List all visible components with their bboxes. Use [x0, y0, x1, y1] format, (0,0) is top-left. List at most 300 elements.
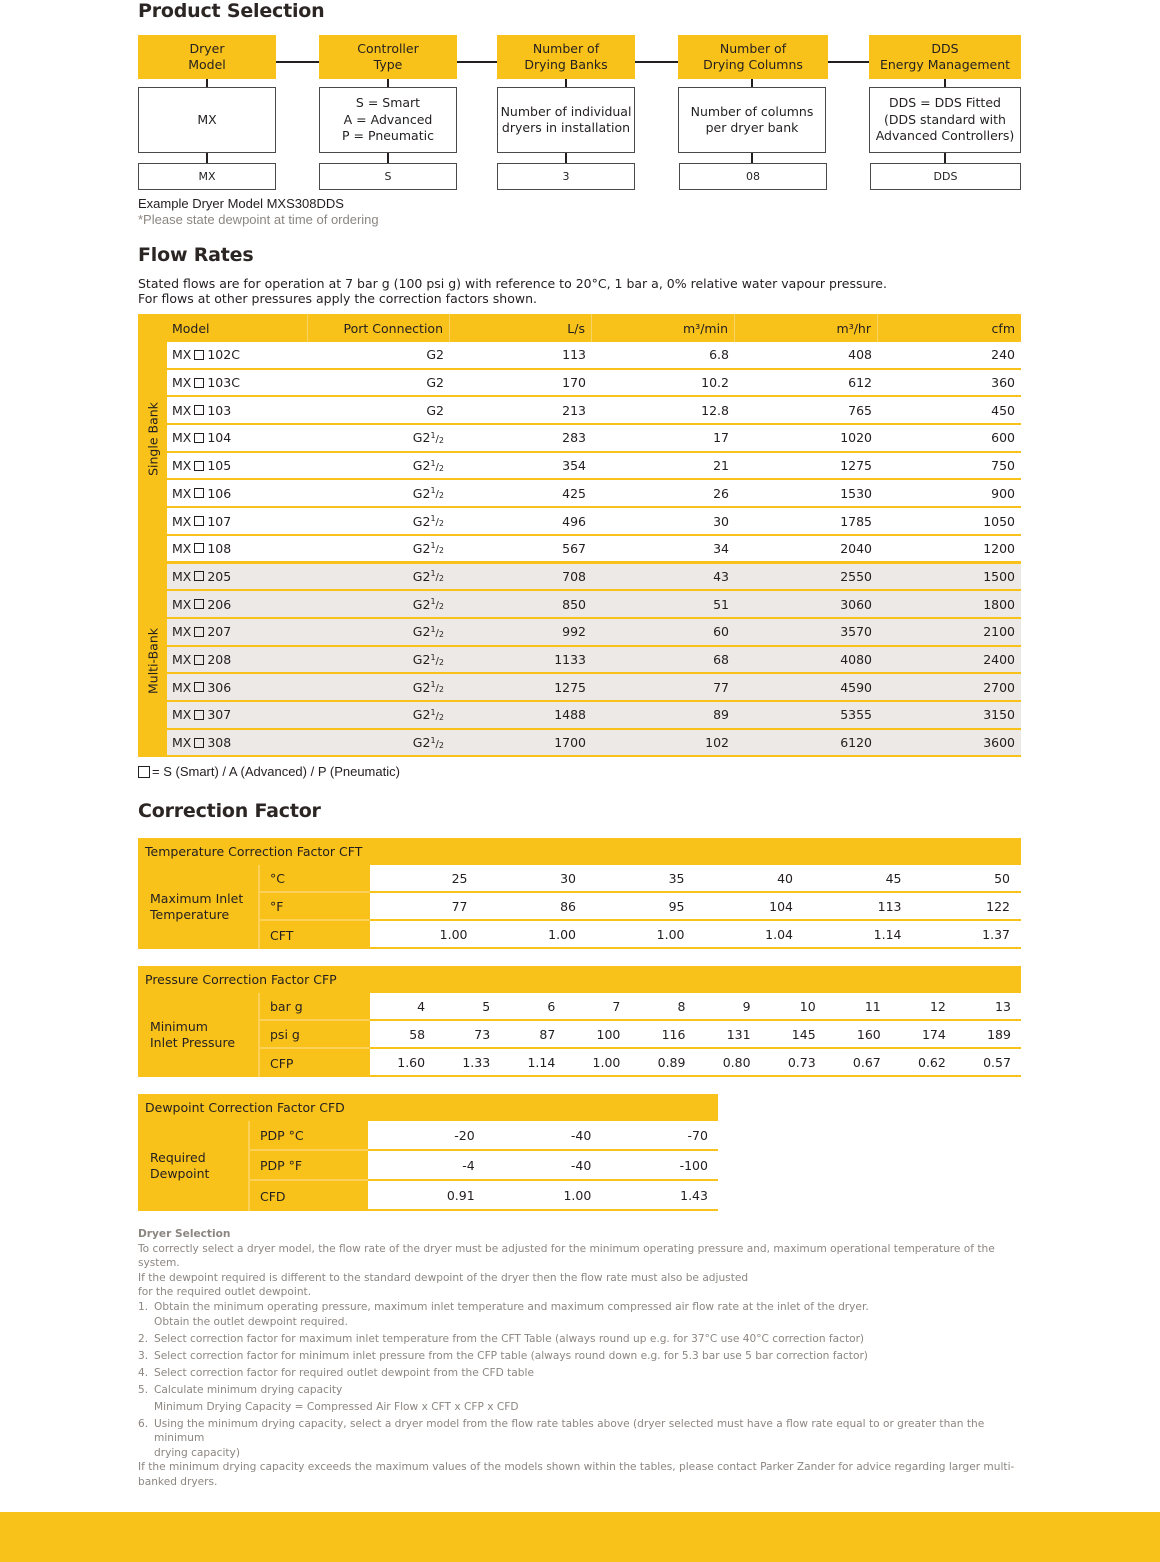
- model-cell: [167, 647, 308, 673]
- intro-line: If the dewpoint required is different to the standard dewpoint of the dryer then the flow rate must also be adjusted: [138, 1271, 749, 1284]
- model-number: 102C: [207, 347, 240, 363]
- ls-cell: 354: [562, 458, 586, 474]
- port-fraction: [430, 597, 444, 611]
- label-line: Required: [150, 1150, 206, 1165]
- value-cell: 87: [539, 1026, 556, 1042]
- step-number: 5.: [138, 1383, 149, 1396]
- connector-line: [387, 153, 389, 163]
- port-base: G2: [412, 568, 431, 584]
- value-cell: 11: [864, 998, 881, 1014]
- model-prefix: MX: [172, 485, 192, 501]
- value-cell: 160: [856, 1026, 881, 1042]
- port-fraction: [430, 459, 444, 473]
- model-number: 307: [207, 707, 232, 723]
- fraction-numerator: 1: [430, 458, 436, 468]
- value-cell: 25: [451, 870, 468, 886]
- connector-line: [635, 61, 678, 63]
- value-cell: 45: [885, 870, 902, 886]
- ls-cell: 1133: [554, 652, 586, 668]
- cfm-cell: 2100: [983, 624, 1015, 640]
- controller-placeholder-icon: [194, 461, 204, 471]
- fraction-slash: /: [435, 738, 439, 750]
- m3hr-cell: 5355: [840, 707, 872, 723]
- fraction-slash: /: [435, 683, 439, 695]
- model-cell: [167, 674, 308, 700]
- cfm-cell: 1200: [983, 540, 1015, 556]
- flow-rates-intro-line2: For flows at other pressures apply the correction factors shown.: [138, 291, 537, 306]
- value-cell: 10: [799, 998, 816, 1014]
- description-line: dryers in installation: [501, 120, 631, 135]
- cfm-cell: 2400: [983, 652, 1015, 668]
- fraction-denominator: 2: [438, 491, 444, 501]
- port-cell: [308, 730, 450, 756]
- port-fraction: [430, 514, 444, 528]
- fraction-numerator: 1: [430, 707, 436, 717]
- cfm-cell: 3150: [983, 707, 1015, 723]
- group-label-text: Single Bank: [145, 401, 160, 476]
- row-unit-label: CFD: [250, 1181, 368, 1211]
- selection-header-5: [869, 35, 1021, 79]
- value-cell: 6: [547, 998, 556, 1014]
- description-line: MX: [197, 111, 217, 127]
- controller-placeholder-icon: [194, 516, 204, 526]
- selection-description-3: [497, 87, 635, 153]
- port-fraction: [430, 680, 444, 694]
- value-cell: 1.14: [527, 1054, 556, 1070]
- header-line: Drying Banks: [524, 57, 608, 72]
- description-line: S = Smart: [355, 95, 421, 111]
- cfm-cell: 240: [991, 347, 1015, 363]
- step-line: Using the minimum drying capacity, select a dryer model from the flow rate tables above (dryer selected must have a flow rate equal to or greater than the minimum: [154, 1417, 985, 1445]
- controller-placeholder-icon: [194, 405, 204, 415]
- port-fraction: [430, 431, 444, 445]
- step-line: Select correction factor for required outlet dewpoint from the CFD table: [154, 1366, 534, 1379]
- m3min-cell: 17: [713, 430, 729, 446]
- fraction-slash: /: [435, 544, 439, 556]
- connector-line: [387, 79, 389, 87]
- value-cell: 1.00: [592, 1054, 621, 1070]
- step-line: Minimum Drying Capacity = Compressed Air Flow x CFT x CFP x CFD: [154, 1400, 519, 1413]
- m3hr-cell: 612: [848, 375, 872, 391]
- port-cell: [308, 508, 450, 534]
- value-cell: 1.00: [548, 926, 576, 942]
- value-cell: 1.00: [563, 1187, 592, 1203]
- fraction-denominator: 2: [438, 657, 444, 667]
- model-cell: [167, 619, 308, 645]
- step-item: [138, 1383, 1028, 1414]
- m3min-cell: 43: [713, 568, 729, 584]
- model-prefix: MX: [172, 596, 192, 612]
- ls-cell: 213: [562, 402, 586, 418]
- example-model-text: Example Dryer Model MXS308DDS: [138, 196, 344, 211]
- header-line: Dryer: [189, 41, 225, 56]
- row-unit-label: °F: [260, 893, 370, 921]
- fraction-numerator: 1: [430, 624, 436, 634]
- cfp-row-group-label: [138, 993, 260, 1077]
- column-header: Model: [167, 314, 308, 342]
- value-cell: 145: [791, 1026, 816, 1042]
- controller-placeholder-icon: [194, 682, 204, 692]
- value-cell: 174: [921, 1026, 946, 1042]
- port-cell: [308, 425, 450, 451]
- fraction-numerator: 1: [430, 541, 436, 551]
- fraction-denominator: 2: [438, 629, 444, 639]
- controller-placeholder-icon: [194, 655, 204, 665]
- step-item: [138, 1366, 1028, 1381]
- value-cell: 1.43: [680, 1187, 708, 1203]
- port-fraction: [430, 736, 444, 750]
- m3min-cell: 102: [705, 735, 729, 751]
- value-cell: -100: [679, 1157, 708, 1173]
- description-line: Advanced Controllers): [875, 128, 1015, 144]
- value-cell: 77: [451, 898, 468, 914]
- port-cell: [308, 564, 450, 590]
- port-fraction: [430, 569, 444, 583]
- step-number: 4.: [138, 1366, 149, 1379]
- controller-placeholder-icon: [194, 738, 204, 748]
- label-line: Maximum Inlet: [150, 891, 244, 906]
- row-unit-label: bar g: [260, 993, 370, 1021]
- model-number: 306: [207, 679, 232, 695]
- column-header: m³/min: [592, 314, 735, 342]
- value-cell: 40: [777, 870, 793, 886]
- closing-line: If the minimum drying capacity exceeds the maximum values of the models shown within the tables, please contact Parker Zander for advice regarding larger multi-: [138, 1461, 1015, 1474]
- fraction-slash: /: [435, 572, 439, 584]
- selection-steps: [138, 1300, 1028, 1460]
- selection-description-5: [869, 87, 1021, 153]
- m3min-cell: 34: [713, 540, 729, 556]
- m3hr-cell: 2040: [840, 540, 872, 556]
- model-number: 208: [207, 652, 232, 668]
- port-base: G2: [426, 402, 444, 418]
- value-cell: 4: [417, 998, 426, 1014]
- cfp-title: Pressure Correction Factor CFP: [138, 966, 1021, 993]
- step-line: Obtain the outlet dewpoint required.: [154, 1315, 348, 1328]
- fraction-slash: /: [435, 433, 439, 445]
- model-cell: [167, 481, 308, 507]
- fraction-slash: /: [435, 461, 439, 473]
- value-cell: -40: [570, 1157, 592, 1173]
- step-line: drying capacity): [154, 1446, 240, 1459]
- m3min-cell: 21: [713, 458, 729, 474]
- connector-line: [565, 153, 567, 163]
- port-cell: [308, 647, 450, 673]
- port-base: G2: [412, 458, 431, 474]
- m3hr-cell: 765: [848, 402, 872, 418]
- selection-value-4: 08: [679, 163, 827, 190]
- connector-line: [206, 79, 208, 87]
- port-base: G2: [412, 707, 431, 723]
- cfd-title: Dewpoint Correction Factor CFD: [138, 1094, 718, 1121]
- step-item: [138, 1332, 1028, 1347]
- m3hr-cell: 1530: [840, 485, 872, 501]
- value-row: [370, 921, 1021, 949]
- model-number: 106: [207, 485, 232, 501]
- value-cell: 50: [994, 870, 1010, 886]
- value-cell: 1.00: [439, 926, 468, 942]
- fraction-slash: /: [435, 489, 439, 501]
- value-cell: 30: [560, 870, 576, 886]
- cfm-cell: 1500: [983, 568, 1015, 584]
- description-line: (DDS standard with: [884, 111, 1006, 127]
- controller-placeholder-icon: [194, 599, 204, 609]
- column-header: cfm: [991, 320, 1015, 336]
- table-header-row: [167, 314, 1021, 342]
- fraction-denominator: 2: [438, 574, 444, 584]
- table-row: [167, 647, 1021, 675]
- connector-line: [944, 153, 946, 163]
- fraction-numerator: 1: [430, 597, 436, 607]
- value-cell: 0.73: [787, 1054, 816, 1070]
- selection-value-3: 3: [497, 163, 635, 190]
- description-line: Number of individual: [500, 103, 632, 119]
- value-cell: 122: [986, 898, 1010, 914]
- selection-description-2: [319, 87, 457, 153]
- port-fraction: [430, 625, 444, 639]
- cfm-cell: 3600: [983, 735, 1015, 751]
- model-number: 206: [207, 596, 232, 612]
- controller-placeholder-icon: [194, 488, 204, 498]
- m3hr-cell: 408: [848, 347, 872, 363]
- value-cell: 86: [560, 898, 576, 914]
- label-line: Dewpoint: [150, 1166, 210, 1181]
- selection-value-5: DDS: [870, 163, 1021, 190]
- fraction-numerator: 1: [430, 430, 436, 440]
- dryer-selection-text: [138, 1227, 1028, 1490]
- model-prefix: MX: [172, 735, 192, 751]
- model-cell: [167, 397, 308, 423]
- table-row: [167, 397, 1021, 425]
- port-cell: [308, 536, 450, 561]
- step-number: 1.: [138, 1300, 149, 1313]
- value-cell: 7: [612, 998, 621, 1014]
- closing-line: banked dryers.: [138, 1476, 218, 1488]
- value-cell: 9: [742, 998, 751, 1014]
- model-cell: [167, 591, 308, 617]
- value-cell: 1.04: [765, 926, 793, 942]
- m3min-cell: 26: [713, 485, 729, 501]
- description-line: per dryer bank: [705, 120, 799, 135]
- intro-line: for the required outlet dewpoint.: [138, 1286, 312, 1299]
- port-base: G2: [412, 735, 431, 751]
- correction-factor-title: Correction Factor: [138, 800, 321, 822]
- cfm-cell: 2700: [983, 679, 1015, 695]
- m3min-cell: 68: [713, 652, 729, 668]
- fraction-denominator: 2: [438, 740, 444, 750]
- value-row: [368, 1121, 718, 1151]
- ls-cell: 170: [562, 375, 586, 391]
- port-base: G2: [412, 485, 431, 501]
- m3hr-cell: 1020: [840, 430, 872, 446]
- m3hr-cell: 1275: [840, 458, 872, 474]
- label-line: Temperature: [150, 907, 230, 922]
- value-row: [370, 1049, 1021, 1077]
- port-cell: [308, 342, 450, 368]
- step-number: 2.: [138, 1332, 149, 1345]
- value-cell: 95: [668, 898, 685, 914]
- group-label-multi-bank: [138, 564, 167, 758]
- m3hr-cell: 3570: [840, 624, 872, 640]
- fraction-slash: /: [435, 600, 439, 612]
- table-row: [167, 619, 1021, 647]
- selection-description-4: [678, 87, 826, 153]
- fraction-slash: /: [435, 517, 439, 529]
- model-number: 103C: [207, 375, 240, 391]
- value-cell: 0.67: [852, 1054, 881, 1070]
- model-prefix: MX: [172, 430, 192, 446]
- ls-cell: 1700: [554, 735, 586, 751]
- model-number: 103: [207, 402, 232, 418]
- value-row: [370, 1021, 1021, 1049]
- port-cell: [308, 453, 450, 479]
- connector-line: [276, 61, 319, 63]
- cfm-cell: 1050: [983, 513, 1015, 529]
- header-line: Energy Management: [879, 57, 1011, 72]
- m3min-cell: 77: [713, 679, 729, 695]
- model-number: 107: [207, 513, 232, 529]
- value-cell: 1.60: [397, 1054, 426, 1070]
- fraction-numerator: 1: [430, 735, 436, 745]
- product-selection-title: Product Selection: [138, 0, 325, 22]
- label-text: [150, 1019, 235, 1051]
- model-prefix: MX: [172, 347, 192, 363]
- model-cell: [167, 453, 308, 479]
- description-line: Number of columns: [690, 103, 814, 119]
- value-cell: 8: [677, 998, 686, 1014]
- controller-placeholder-icon: [194, 350, 204, 360]
- model-cell: [167, 536, 308, 561]
- port-base: G2: [412, 624, 431, 640]
- value-row: [370, 893, 1021, 921]
- value-cell: 0.91: [446, 1187, 475, 1203]
- m3min-cell: 51: [713, 596, 729, 612]
- connector-line: [751, 153, 753, 163]
- label-text: [150, 1150, 209, 1182]
- selection-header-2: [319, 35, 457, 79]
- port-cell: [308, 702, 450, 728]
- model-cell: [167, 342, 308, 368]
- ls-cell: 1275: [554, 679, 586, 695]
- controller-placeholder-icon: [194, 627, 204, 637]
- table-row: [167, 674, 1021, 702]
- value-cell: 1.33: [462, 1054, 491, 1070]
- step-line: Obtain the minimum operating pressure, maximum inlet temperature and maximum compressed air flow rate at the inlet of the dryer.: [154, 1300, 869, 1313]
- model-number: 308: [207, 735, 232, 751]
- table-row: [167, 564, 1021, 592]
- group-label-single-bank: [138, 314, 167, 564]
- model-prefix: MX: [172, 568, 192, 584]
- value-row: [370, 993, 1021, 1021]
- model-cell: [167, 508, 308, 534]
- ls-cell: 992: [562, 624, 586, 640]
- value-row: [368, 1151, 718, 1181]
- label-text: [150, 891, 243, 923]
- m3hr-cell: 6120: [840, 735, 872, 751]
- flow-rates-intro-line1: Stated flows are for operation at 7 bar g (100 psi g) with reference to 20°C, 1 bar a, 0% relative water vapour pressure.: [138, 276, 887, 291]
- fraction-denominator: 2: [438, 712, 444, 722]
- model-number: 108: [207, 540, 232, 556]
- connector-line: [457, 61, 497, 63]
- table-row: [167, 702, 1021, 730]
- value-cell: 0.62: [918, 1054, 946, 1070]
- model-prefix: MX: [172, 624, 192, 640]
- fraction-denominator: 2: [438, 546, 444, 556]
- connector-line: [944, 79, 946, 87]
- value-cell: 0.80: [722, 1054, 751, 1070]
- value-cell: -20: [454, 1127, 475, 1143]
- port-cell: [308, 591, 450, 617]
- connector-line: [565, 79, 567, 87]
- step-item: [138, 1417, 1028, 1461]
- description-line: DDS = DDS Fitted: [889, 95, 1001, 111]
- header-line: Type: [373, 57, 403, 72]
- value-cell: 5: [482, 998, 491, 1014]
- cfm-cell: 600: [991, 430, 1015, 446]
- selection-header-4: [678, 35, 828, 79]
- m3hr-cell: 4590: [840, 679, 872, 695]
- model-number: 207: [207, 624, 232, 640]
- flow-rates-title: Flow Rates: [138, 244, 254, 266]
- square-placeholder-icon: [138, 766, 150, 778]
- footer-band: [0, 1512, 1160, 1562]
- model-prefix: MX: [172, 458, 192, 474]
- fraction-numerator: 1: [430, 569, 436, 579]
- value-cell: 35: [668, 870, 685, 886]
- cfm-cell: 360: [991, 375, 1015, 391]
- controller-placeholder-icon: [194, 378, 204, 388]
- table-row: [167, 425, 1021, 453]
- label-line: Minimum: [150, 1019, 208, 1034]
- model-prefix: MX: [172, 652, 192, 668]
- table-row: [167, 730, 1021, 758]
- value-cell: 58: [409, 1026, 426, 1042]
- model-number: 205: [207, 568, 232, 584]
- table-row: [167, 370, 1021, 398]
- m3hr-cell: 1785: [840, 513, 872, 529]
- ls-cell: 113: [562, 347, 586, 363]
- selection-value-2: S: [319, 163, 457, 190]
- fraction-numerator: 1: [430, 514, 436, 524]
- model-cell: [167, 370, 308, 396]
- m3min-cell: 6.8: [709, 347, 729, 363]
- value-cell: 12: [929, 998, 946, 1014]
- model-prefix: MX: [172, 707, 192, 723]
- model-number: 105: [207, 458, 232, 474]
- port-base: G2: [412, 652, 431, 668]
- column-header: m³/hr: [735, 314, 878, 342]
- value-cell: -4: [462, 1157, 475, 1173]
- value-cell: -70: [687, 1127, 708, 1143]
- model-number: 104: [207, 430, 232, 446]
- controller-placeholder-icon: [194, 433, 204, 443]
- cfm-cell: 1800: [983, 596, 1015, 612]
- model-cell: [167, 702, 308, 728]
- selection-description-1: [138, 87, 276, 153]
- port-cell: [308, 481, 450, 507]
- m3min-cell: 12.8: [701, 402, 729, 418]
- m3min-cell: 10.2: [701, 375, 729, 391]
- model-cell: [167, 564, 308, 590]
- row-unit-label: °C: [260, 865, 370, 893]
- port-base: G2: [426, 375, 444, 391]
- header-line: Drying Columns: [703, 57, 803, 72]
- m3hr-cell: 3060: [840, 596, 872, 612]
- step-number: 3.: [138, 1349, 149, 1362]
- value-cell: -40: [570, 1127, 592, 1143]
- header-line: Model: [188, 57, 226, 72]
- port-base: G2: [412, 679, 431, 695]
- cfm-cell: 750: [991, 458, 1015, 474]
